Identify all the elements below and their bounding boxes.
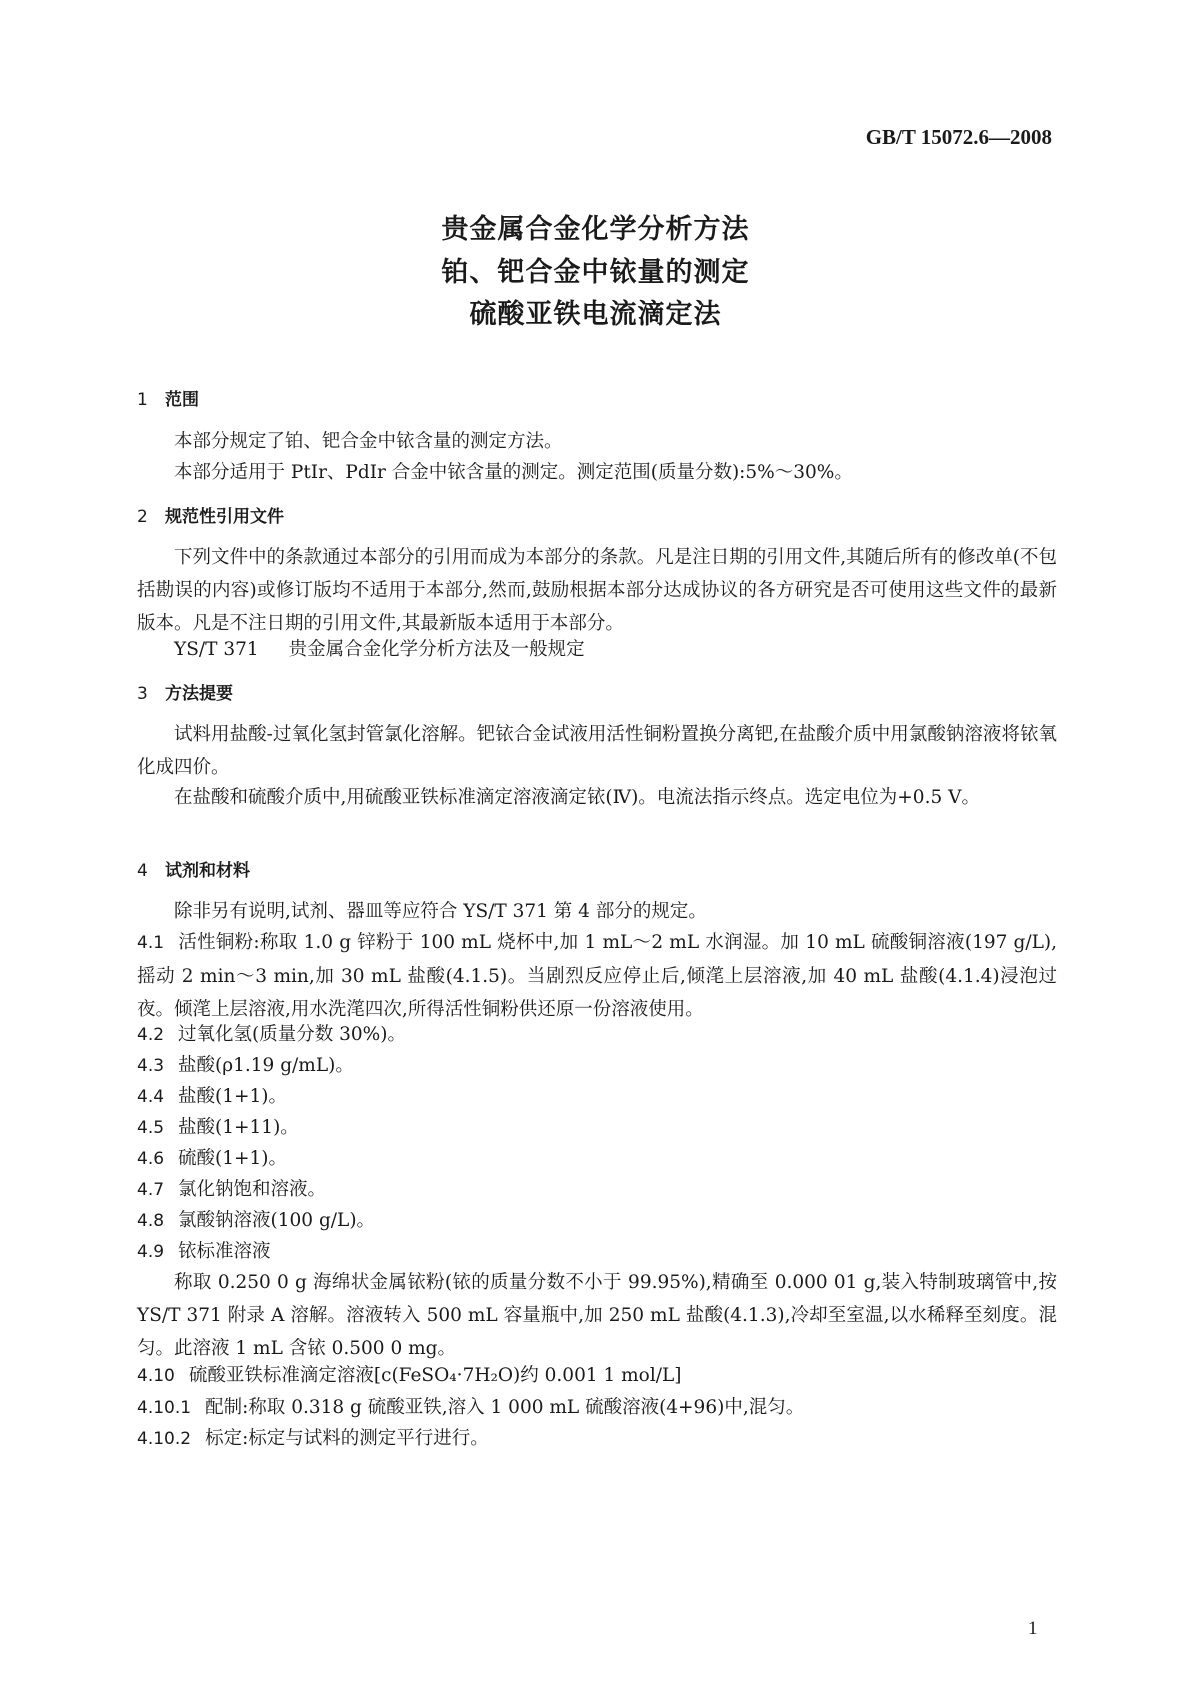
section-number: 2: [137, 507, 148, 527]
list-item: [137, 1049, 1057, 1083]
list-item: [137, 1204, 1057, 1238]
list-item: [137, 926, 1057, 1026]
item-text: 氯酸钠溶液(100 g/L)。: [178, 1210, 376, 1231]
section-title: 方法提要: [165, 684, 233, 704]
item-number: 4.6: [137, 1149, 165, 1169]
list-item: [137, 1359, 1057, 1393]
section-2-paragraph-1: 下列文件中的条款通过本部分的引用而成为本部分的条款。凡是注日期的引用文件,其随后所有的修改单(不包括勘误的内容)或修订版均不适用于本部分,然而,鼓励根据本部分达成协议的各方研究是否可使用这些文件的最新版本。凡是不注日期的引用文件,其最新版本适用于本部分。: [137, 547, 1057, 634]
list-item: [137, 1173, 1057, 1207]
list-item: [137, 1235, 1057, 1269]
section-title: 试剂和材料: [165, 861, 250, 881]
section-1-heading: [137, 384, 199, 417]
section-4-intro: 除非另有说明,试剂、器皿等应符合 YS/T 371 第 4 部分的规定。: [174, 901, 707, 922]
item-number: 4.9: [137, 1242, 165, 1262]
item-number: 4.4: [137, 1087, 165, 1107]
item-text: 过氧化氢(质量分数 30%)。: [178, 1024, 406, 1045]
iridium-standard-paragraph: 称取 0.250 0 g 海绵状金属铱粉(铱的质量分数不小于 99.95%),精确至 0.000 01 g,装入特制玻璃管中,按 YS/T 371 附录 A 溶解。溶液转入 500 mL 容量瓶中,加 250 mL 盐酸(4.1.3),冷却至室温,以水稀释至刻度。混匀。此溶液 1 mL 含铱 0.500 0 mg。: [137, 1272, 1057, 1359]
section-3-heading: [137, 678, 233, 711]
item-number: 4.5: [137, 1118, 165, 1138]
item-text: 硫酸(1+1)。: [178, 1148, 288, 1169]
list-item: [137, 1391, 1057, 1425]
item-number: 4.1: [137, 933, 165, 953]
item-text: 铱标准溶液: [178, 1241, 271, 1262]
section-4-heading: [137, 855, 250, 888]
section-2-heading: [137, 501, 284, 534]
section-title: 规范性引用文件: [165, 507, 284, 527]
section-number: 1: [137, 390, 148, 410]
section-number: 4: [137, 861, 148, 881]
list-item: [137, 1111, 1057, 1145]
section-title: 范围: [165, 390, 199, 410]
section-3-paragraph-2: 在盐酸和硫酸介质中,用硫酸亚铁标准滴定溶液滴定铱(Ⅳ)。电流法指示终点。选定电位为+0.5 V。: [174, 787, 980, 808]
item-text: 标定:标定与试料的测定平行进行。: [205, 1428, 489, 1449]
item-number: 4.10.1: [137, 1398, 192, 1418]
reference-title: 贵金属合金化学分析方法及一般规定: [288, 639, 585, 660]
standard-code: GB/T 15072.6—2008: [865, 125, 1052, 149]
item-text: 硫酸亚铁标准滴定溶液[c(FeSO₄·7H₂O)约 0.001 1 mol/L]: [188, 1365, 682, 1386]
list-item: [137, 1422, 1057, 1456]
item-number: 4.10: [137, 1366, 175, 1386]
section-1-paragraph-1: 本部分规定了铂、钯合金中铱含量的测定方法。: [174, 431, 563, 452]
normative-reference: [174, 633, 585, 666]
item-number: 4.7: [137, 1180, 165, 1200]
title-line-1: 贵金属合金化学分析方法: [441, 214, 750, 245]
item-text: 盐酸(1+11)。: [178, 1117, 299, 1138]
list-item: [137, 1018, 1057, 1052]
list-item: [137, 1080, 1057, 1114]
item-text: 配制:称取 0.318 g 硫酸亚铁,溶入 1 000 mL 硫酸溶液(4+96)中,混匀。: [205, 1397, 805, 1418]
item-text: 活性铜粉:称取 1.0 g 锌粉于 100 mL 烧杯中,加 1 mL～2 mL 水润湿。加 10 mL 硫酸铜溶液(197 g/L),摇动 2 min～3 min,加 30 mL 盐酸(4.1.5)。当剧烈反应停止后,倾滗上层溶液,加 40 mL 盐酸(4.1.4)浸泡过夜。倾滗上层溶液,用水洗滗四次,所得活性铜粉供还原一份溶液使用。: [137, 932, 1057, 1020]
item-number: 4.10.2: [137, 1429, 192, 1449]
section-3-paragraph-1: 试料用盐酸-过氧化氢封管氯化溶解。钯铱合金试液用活性铜粉置换分离钯,在盐酸介质中用氯酸钠溶液将铱氧化成四价。: [137, 724, 1057, 778]
title-line-3: 硫酸亚铁电流滴定法: [469, 299, 722, 330]
reference-code: YS/T 371: [174, 639, 259, 660]
item-number: 4.8: [137, 1211, 165, 1231]
list-item: [137, 1142, 1057, 1176]
item-text: 氯化钠饱和溶液。: [178, 1179, 327, 1200]
item-number: 4.2: [137, 1025, 165, 1045]
section-number: 3: [137, 684, 148, 704]
page-number: 1: [1028, 1618, 1038, 1639]
title-line-2: 铂、钯合金中铱量的测定: [441, 257, 750, 288]
item-text: 盐酸(1+1)。: [178, 1086, 288, 1107]
item-number: 4.3: [137, 1056, 165, 1076]
item-text: 盐酸(ρ1.19 g/mL)。: [178, 1055, 354, 1076]
section-1-paragraph-2: 本部分适用于 PtIr、PdIr 合金中铱含量的测定。测定范围(质量分数):5%～30%。: [174, 462, 853, 483]
